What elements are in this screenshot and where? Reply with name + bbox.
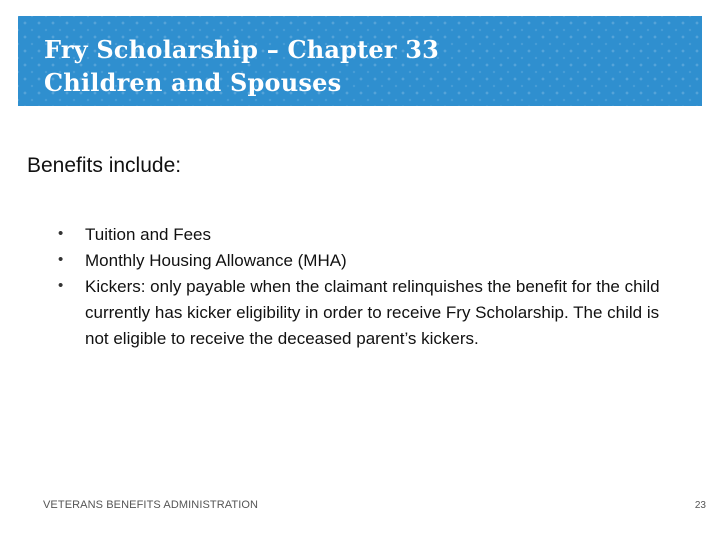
bullet-text: Monthly Housing Allowance (MHA) (85, 251, 347, 270)
slide-title-line-2: Children and Spouses (44, 68, 342, 97)
benefits-heading: Benefits include: (27, 154, 182, 177)
slide-title (44, 33, 684, 99)
page-number: 23 (694, 500, 706, 511)
slide-title-line-1: Fry Scholarship – Chapter 33 (44, 35, 440, 64)
benefits-list (58, 222, 668, 352)
list-item (58, 274, 668, 352)
bullet-icon: • (58, 225, 64, 242)
bullet-text: Tuition and Fees (85, 225, 211, 244)
bullet-text: Kickers: only payable when the claimant relinquishes the benefit for the child currently has kicker eligibility in order to receive Fry Scholarship. The child is not eligible to receive the deceased parent’s kickers. (85, 277, 660, 348)
list-item (58, 248, 668, 274)
bullet-icon: • (58, 251, 64, 268)
list-item (58, 222, 668, 248)
title-banner (18, 16, 702, 106)
bullet-icon: • (58, 277, 64, 294)
footer-organization: VETERANS BENEFITS ADMINISTRATION (43, 499, 259, 511)
